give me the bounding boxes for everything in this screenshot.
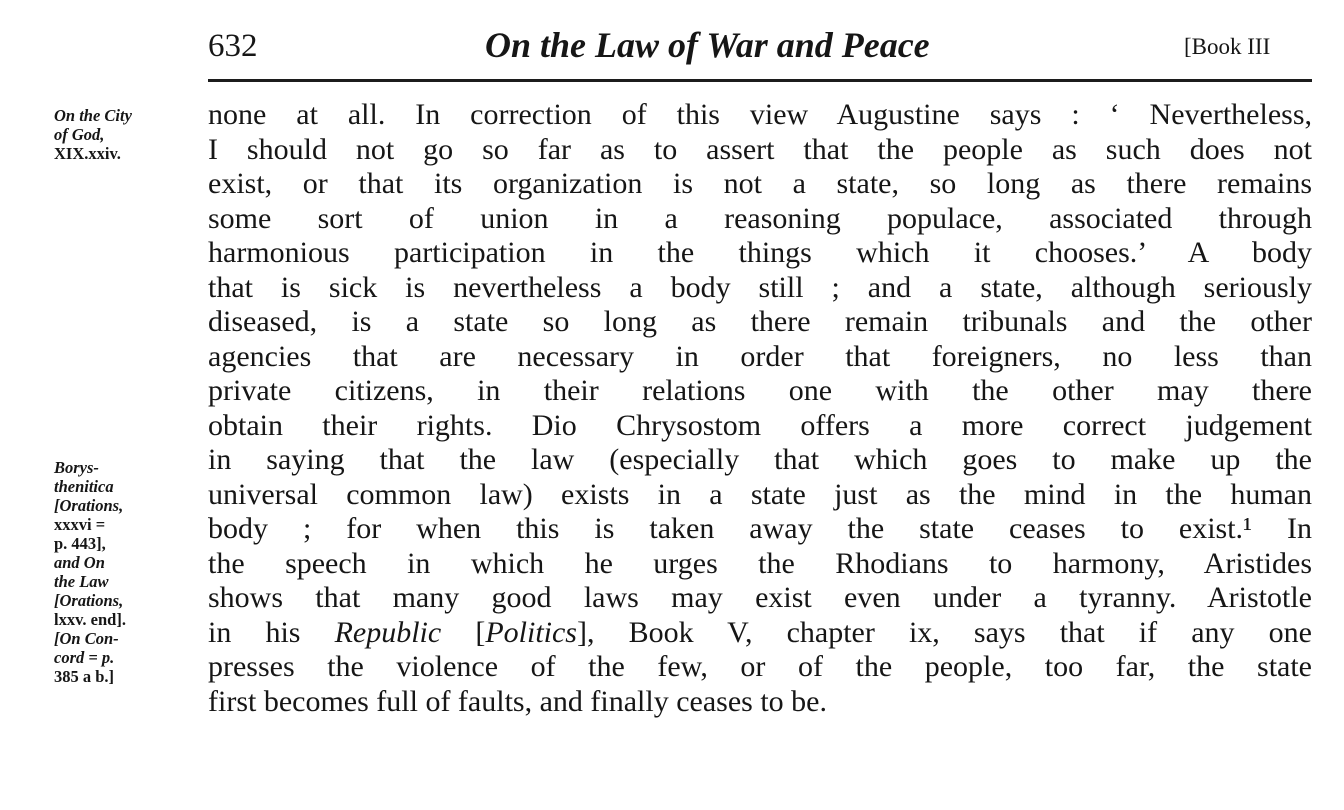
margin-note-line: thenitica [54,477,114,496]
text-line: that is sick is nevertheless a body still ; and a state, although seriously [208,270,1312,304]
text-line: body ; for when this is taken away the state ceases to exist.¹ In [208,512,1312,545]
margin-note-line: Borys- [54,458,99,477]
margin-note-line: cord = p. [54,648,115,667]
margin-note-line: p. 443], [54,534,106,553]
text-line: presses the violence of the few, or of the people, too far, the state [208,650,1312,683]
margin-note-line: and On [54,553,105,572]
text-fragment: [ [441,615,486,649]
text-line: none at all. In correction of this view Augustine says : ‘ Nevertheless, [208,98,1312,131]
text-line-republic [208,616,1312,651]
margin-note-augustine [54,106,204,163]
text-line: private citizens, in their relations one with the other may there [208,374,1312,407]
body-text [208,98,1312,719]
text-line: shows that many good laws may exist even under a tyranny. Aristotle [208,581,1312,614]
text-line: in saying that the law (especially that which goes to make up the [208,443,1312,476]
text-line: obtain their rights. Dio Chrysostom offers a more correct judgement [208,408,1312,442]
margin-note-line: On the City [54,106,132,125]
book-title-politics: Politics [485,615,577,649]
text-fragment: in his [208,615,335,649]
margin-note-dio-aristides [54,458,204,686]
text-line: harmonious participation in the things which it chooses.’ A body [208,236,1312,269]
text-line: first becomes full of faults, and finally ceases to be. [208,684,827,718]
text-line: diseased, is a state so long as there remain tribunals and the other [208,305,1312,338]
book-title-republic: Republic [334,615,442,649]
margin-note-line: of God, [54,125,105,144]
book-marker: [Book III [1184,34,1271,59]
margin-note-line: [Orations, [54,591,124,610]
margin-note-line: the Law [54,572,109,591]
text-line: I should not go so far as to assert that the people as such does not [208,132,1312,166]
margin-note-line: [On Con- [54,629,119,648]
text-line: agencies that are necessary in order that foreigners, no less than [208,339,1312,373]
margin-note-line: xxxvi = [54,515,106,534]
running-title: On the Law of War and Peace [485,25,930,65]
margin-note-line: 385 a b.] [54,667,115,686]
header-rule [208,79,1312,82]
margin-note-line: [Orations, [54,496,124,515]
text-line: the speech in which he urges the Rhodians to harmony, Aristides [208,546,1312,580]
margin-note-line: lxxv. end]. [54,610,126,629]
page-number: 632 [208,28,258,64]
text-line: universal common law) exists in a state just as the mind in the human [208,477,1312,511]
margin-note-line: XIX.xxiv. [54,144,121,163]
text-line: exist, or that its organization is not a state, so long as there remains [208,167,1312,200]
text-fragment: ], Book V, chapter ix, says that if any one [576,615,1312,649]
text-line: some sort of union in a reasoning populace, associated through [208,201,1312,235]
